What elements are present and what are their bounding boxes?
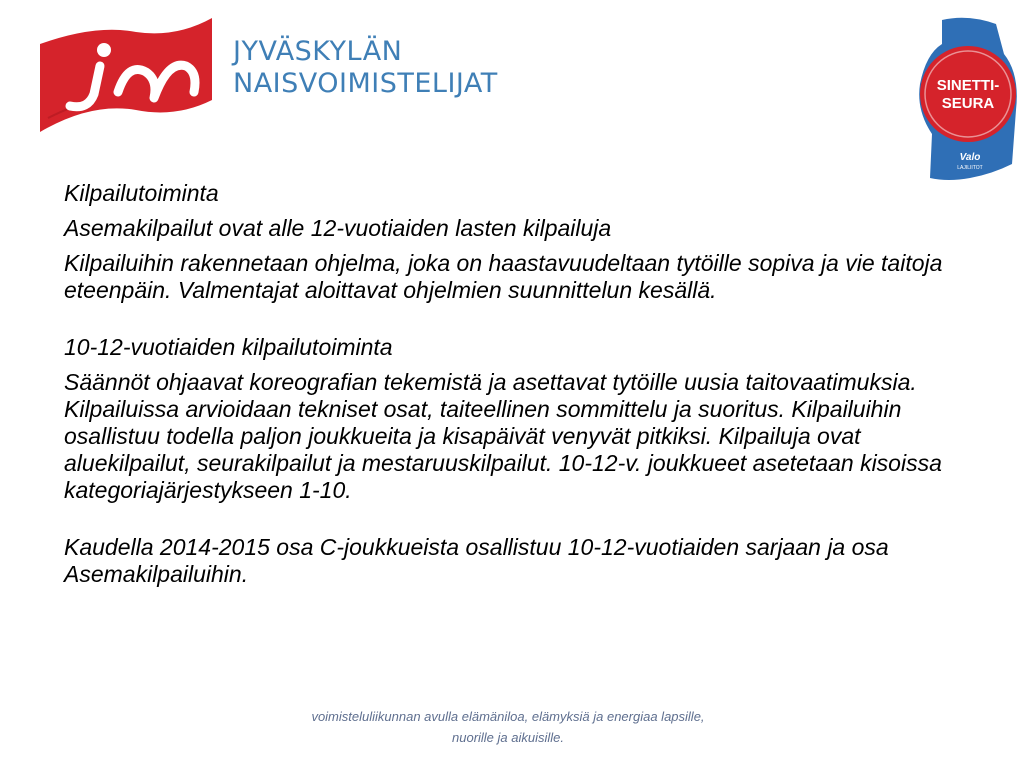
footer-line-2: nuorille ja aikuisille. <box>452 730 564 745</box>
paragraph: Kaudella 2014-2015 osa C-joukkueista osallistuu 10-12-vuotiaiden sarjaan ja osa Asemakilpailuihin. <box>64 534 889 587</box>
badge-brand: Valo <box>959 152 981 163</box>
jn-logo-ribbon-icon <box>36 14 216 134</box>
sinetti-seura-badge-icon <box>912 14 1024 184</box>
section-heading: 10-12-vuotiaiden kilpailutoiminta <box>64 334 393 360</box>
slide-body <box>64 180 974 596</box>
footer-line-1: voimisteluliikunnan avulla elämäniloa, elämyksiä ja energiaa lapsille, <box>311 709 705 724</box>
badge-line-2: SEURA <box>941 95 995 112</box>
footer-slogan <box>200 706 816 748</box>
paragraph: Asemakilpailut ovat alle 12-vuotiaiden lasten kilpailuja <box>64 215 612 241</box>
paragraph: Säännöt ohjaavat koreografian tekemistä ja asettavat tytöille uusia taitovaatimuksia. Kilpailuissa arvioidaan tekniset osat, taiteellinen sommittelu ja suoritus. Kilpailuihin osallistuu todella paljon joukkueita ja kisapäivät venyvät pitkiksi. Kilpailuja ovat aluekilpailut, seurakilpailut ja mestaruuskilpailut. 10-12-v. joukkueet asetetaan kisoissa kategoriajärjestykseen 1-10. <box>64 369 942 503</box>
badge-subtitle: LAJILIITOT <box>957 165 983 171</box>
badge-line-1: SINETTI- <box>936 77 1000 94</box>
paragraph: Kilpailuihin rakennetaan ohjelma, joka on haastavuudeltaan tytöille sopiva ja vie taitoja eteenpäin. Valmentajat aloittavat ohjelmien suunnittelun kesällä. <box>64 250 943 303</box>
section-heading: Kilpailutoiminta <box>64 180 219 206</box>
organization-name <box>233 36 498 100</box>
logo-line-2: NAISVOIMISTELIJAT <box>233 68 498 99</box>
logo-line-1: JYVÄSKYLÄN <box>233 36 403 67</box>
